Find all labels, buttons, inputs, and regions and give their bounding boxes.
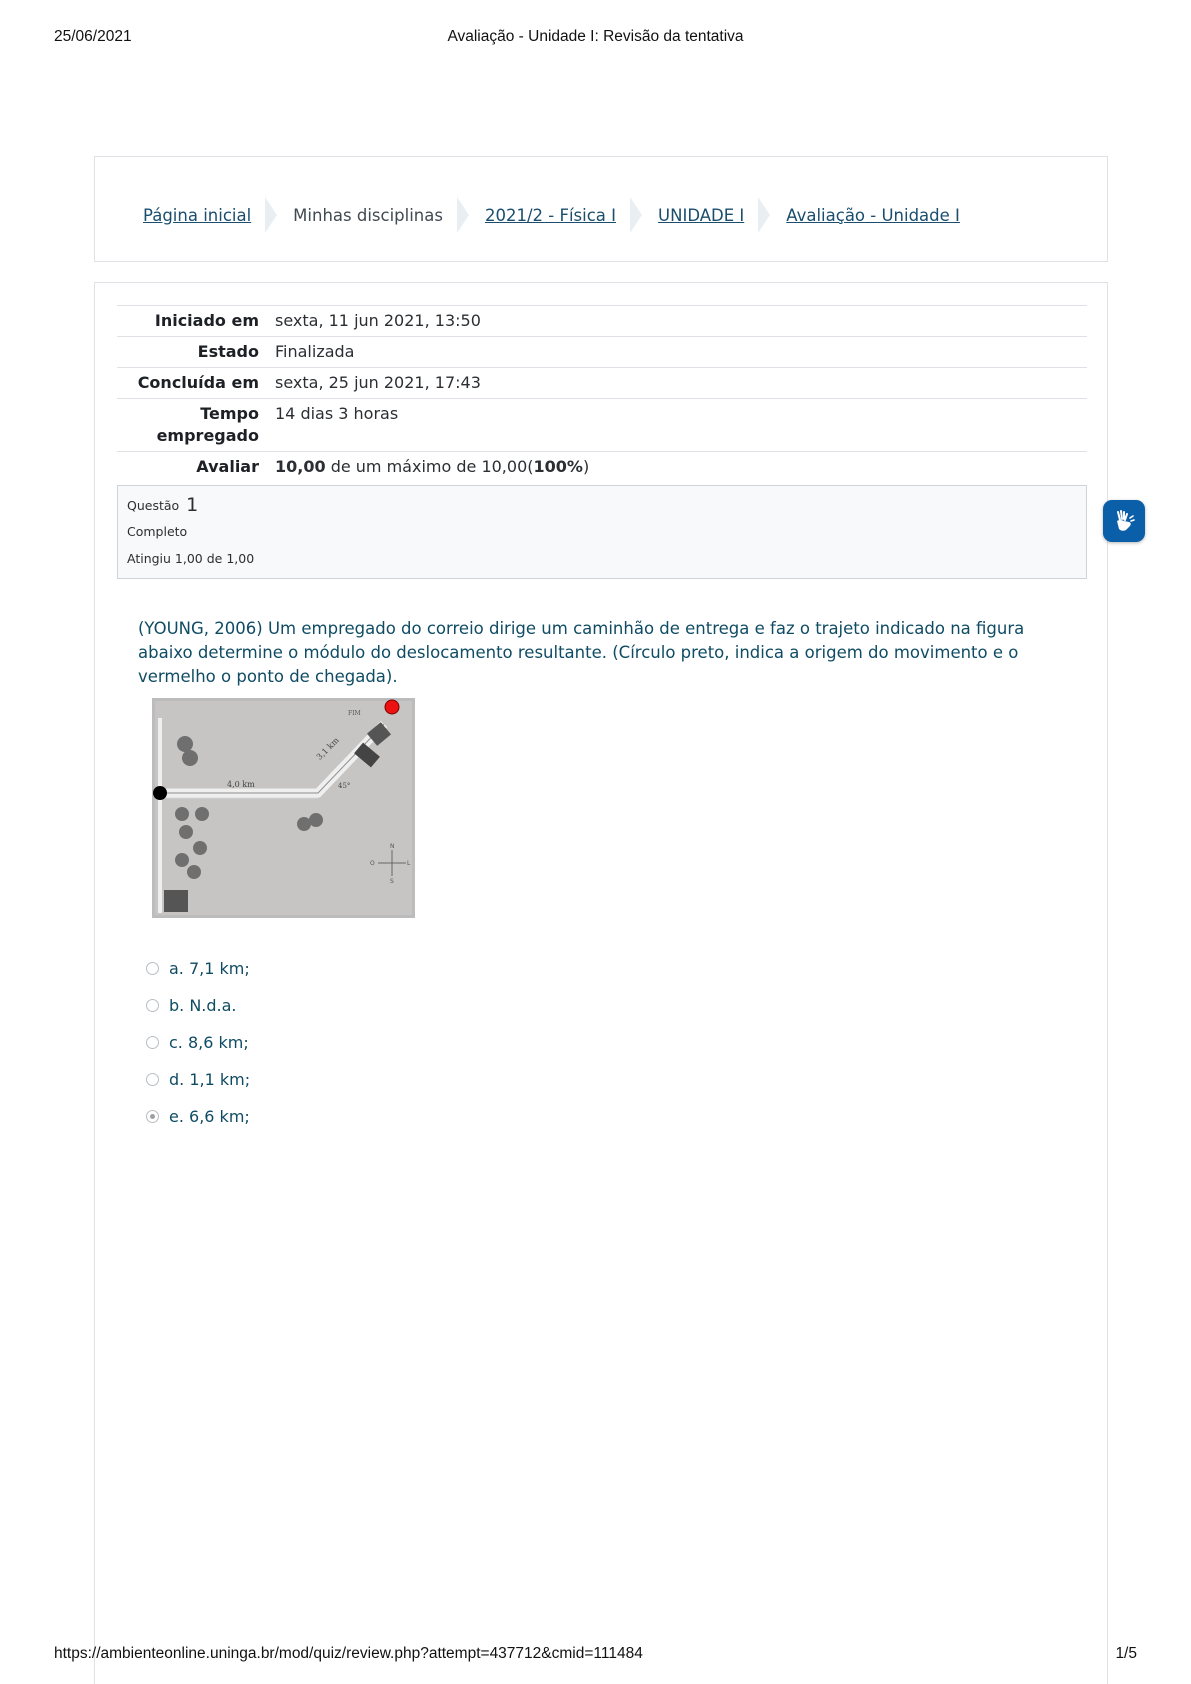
answer-options (146, 950, 250, 1135)
compass-o: O (370, 860, 375, 867)
print-header (54, 28, 1137, 52)
answer-option[interactable] (146, 950, 250, 987)
question-info-box (117, 485, 1087, 579)
summary-value: sexta, 25 jun 2021, 17:43 (275, 373, 481, 392)
print-date: 25/06/2021 (54, 28, 132, 45)
print-footer (54, 1645, 1137, 1669)
grade-percent: 100% (533, 457, 583, 476)
summary-value: Finalizada (275, 342, 355, 361)
breadcrumb-course-link[interactable]: 2021/2 - Física I (484, 205, 617, 225)
summary-label-line: empregado (156, 426, 259, 445)
end-label: FIM (348, 710, 361, 717)
summary-value: sexta, 11 jun 2021, 13:50 (275, 311, 481, 330)
breadcrumb-separator (265, 197, 279, 233)
sign-language-hands-icon (1111, 508, 1137, 534)
answer-option[interactable] (146, 1061, 250, 1098)
summary-value (275, 452, 589, 482)
breadcrumb-separator (758, 197, 772, 233)
summary-value: 14 dias 3 horas (275, 404, 399, 423)
distance-label-1: 4,0 km (227, 780, 255, 789)
grade-end: ) (582, 457, 590, 476)
question-text: (YOUNG, 2006) Um empregado do correio dirige um caminhão de entrega e faz o trajeto indicado na figura abaixo determine o módulo do deslocamento resultante. (Círculo preto, indica a origem do movimento e o vermelho o ponto de chegada). (138, 619, 1025, 686)
radio-button[interactable] (146, 962, 159, 975)
accessibility-button[interactable] (1103, 500, 1145, 542)
print-page-number: 1/5 (1115, 1645, 1137, 1662)
grade-middle: de um máximo de 10,00( (325, 457, 534, 476)
answer-option[interactable] (146, 1098, 250, 1135)
radio-button-selected[interactable] (146, 1110, 159, 1123)
question-label: Questão (127, 498, 180, 513)
distance-label-2: 3,1 km (314, 735, 341, 762)
summary-row-state (117, 336, 1087, 367)
building-bottom (164, 890, 188, 912)
breadcrumb-home-link[interactable]: Página inicial (143, 205, 252, 225)
attempt-summary (117, 305, 1087, 482)
answer-label: c. 8,6 km; (169, 1033, 249, 1052)
compass-n: N (390, 843, 395, 850)
breadcrumb-quiz-link[interactable]: Avaliação - Unidade I (786, 205, 960, 225)
grade-score: 10,00 (275, 457, 326, 476)
summary-row-started (117, 305, 1087, 336)
summary-row-time (117, 398, 1087, 451)
compass-l: L (407, 860, 411, 867)
breadcrumb (143, 197, 960, 233)
question-grade: Atingiu 1,00 de 1,00 (127, 551, 255, 566)
answer-label: b. N.d.a. (169, 996, 237, 1015)
answer-option[interactable] (146, 987, 250, 1024)
summary-label: Avaliar (196, 457, 259, 476)
angle-label: 45° (338, 782, 351, 790)
summary-label: Estado (197, 342, 259, 361)
summary-row-grade (117, 451, 1087, 482)
summary-row-completed (117, 367, 1087, 398)
question-state: Completo (127, 524, 188, 539)
radio-button[interactable] (146, 1036, 159, 1049)
print-url: https://ambienteonline.uninga.br/mod/quiz/review.php?attempt=437712&cmid=111484 (54, 1645, 643, 1662)
breadcrumb-unit-link[interactable]: UNIDADE I (658, 205, 745, 225)
summary-label-line: Tempo (200, 404, 259, 423)
radio-button[interactable] (146, 999, 159, 1012)
question-number (127, 494, 198, 516)
print-title: Avaliação - Unidade I: Revisão da tentativa (447, 28, 744, 45)
radio-button[interactable] (146, 1073, 159, 1086)
breadcrumb-separator (630, 197, 644, 233)
breadcrumb-my-courses: Minhas disciplinas (293, 205, 443, 225)
breadcrumb-card (94, 156, 1108, 262)
breadcrumb-separator (457, 197, 471, 233)
answer-label: e. 6,6 km; (169, 1107, 250, 1126)
question-number-value: 1 (186, 494, 199, 516)
summary-label (117, 399, 275, 451)
question-figure (152, 698, 415, 918)
compass-s: S (390, 878, 394, 885)
start-point-marker (153, 786, 167, 800)
summary-label: Iniciado em (154, 311, 259, 330)
answer-label: a. 7,1 km; (169, 959, 250, 978)
answer-label: d. 1,1 km; (169, 1070, 251, 1089)
answer-option[interactable] (146, 1024, 250, 1061)
end-point-marker (385, 700, 399, 714)
summary-label: Concluída em (137, 373, 259, 392)
